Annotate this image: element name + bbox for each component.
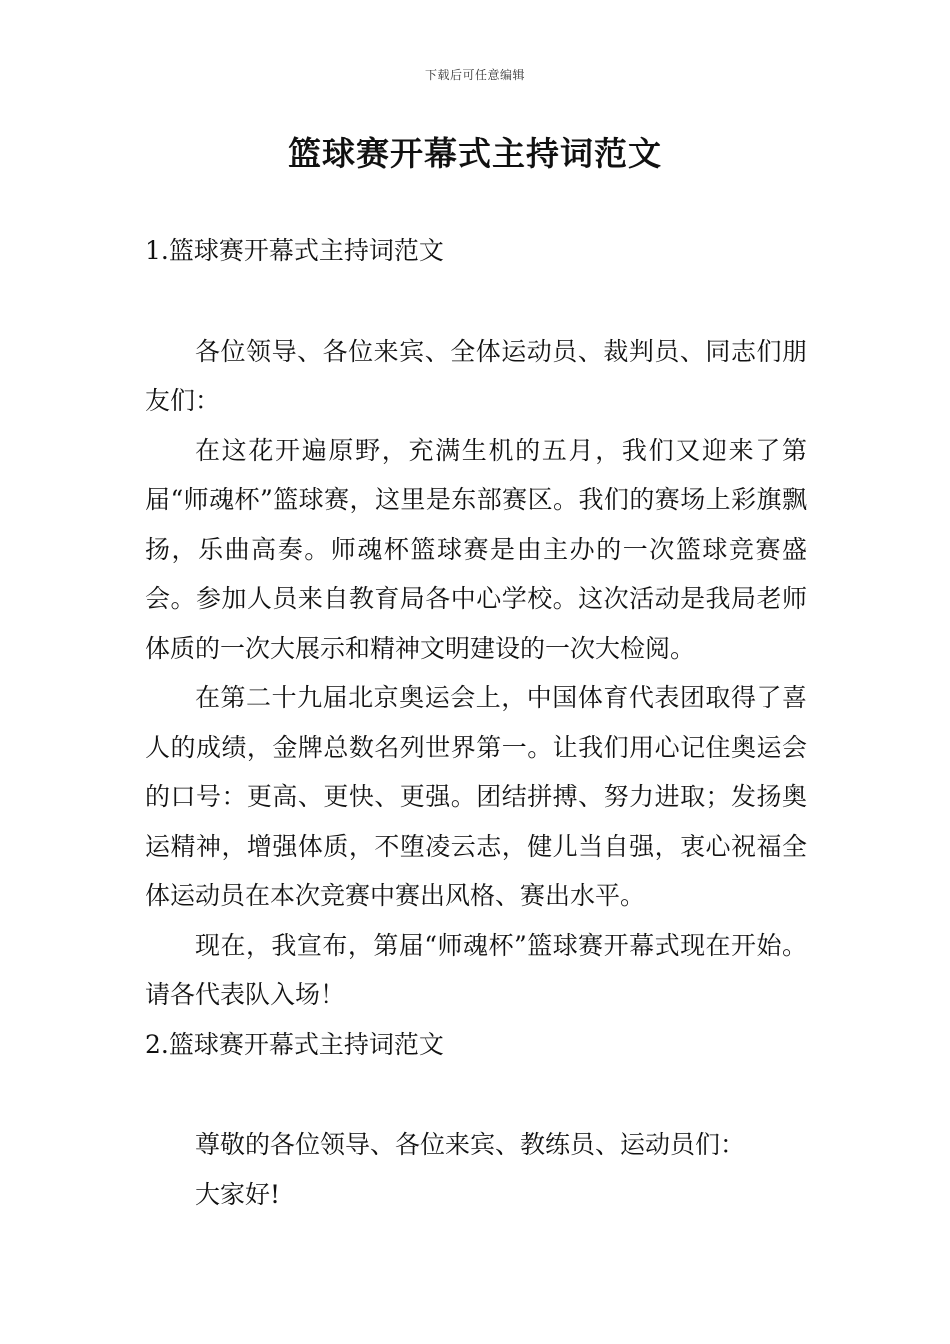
header-note: 下载后可任意编辑 xyxy=(424,68,525,82)
paragraph: 现在，我宣布，第届“师魂杯”篮球赛开幕式现在开始。请各代表队入场！ xyxy=(145,930,807,1009)
document-body xyxy=(145,226,807,1219)
document-title: 篮球赛开幕式主持词范文 xyxy=(288,134,662,173)
section-heading-2: 2.篮球赛开幕式主持词范文 xyxy=(145,1029,444,1059)
paragraph: 在这花开遍原野，充满生机的五月，我们又迎来了第届“师魂杯”篮球赛，这里是东部赛区。我们的赛场上彩旗飘扬，乐曲高奏。师魂杯篮球赛是由主办的一次篮球竞赛盛会。参加人员来自教育局各中心学校。这次活动是我局老师体质的一次大展示和精神文明建设的一次大检阅。 xyxy=(145,435,807,663)
paragraph: 大家好! xyxy=(195,1179,281,1209)
paragraph: 各位领导、各位来宾、全体运动员、裁判员、同志们朋友们： xyxy=(145,336,807,415)
paragraph: 尊敬的各位领导、各位来宾、教练员、运动员们： xyxy=(195,1130,746,1159)
section-heading-1: 1.篮球赛开幕式主持词范文 xyxy=(145,236,444,265)
paragraph: 在第二十九届北京奥运会上，中国体育代表团取得了喜人的成绩，金牌总数名列世界第一。让我们用心记住奥运会的口号：更高、更快、更强。团结拼搏、努力进取；发扬奥运精神，增强体质，不堕凌云志，健儿当自强，衷心祝福全体运动员在本次竞赛中赛出风格、赛出水平。 xyxy=(145,683,807,910)
spacer xyxy=(145,1069,807,1120)
spacer xyxy=(145,276,807,327)
